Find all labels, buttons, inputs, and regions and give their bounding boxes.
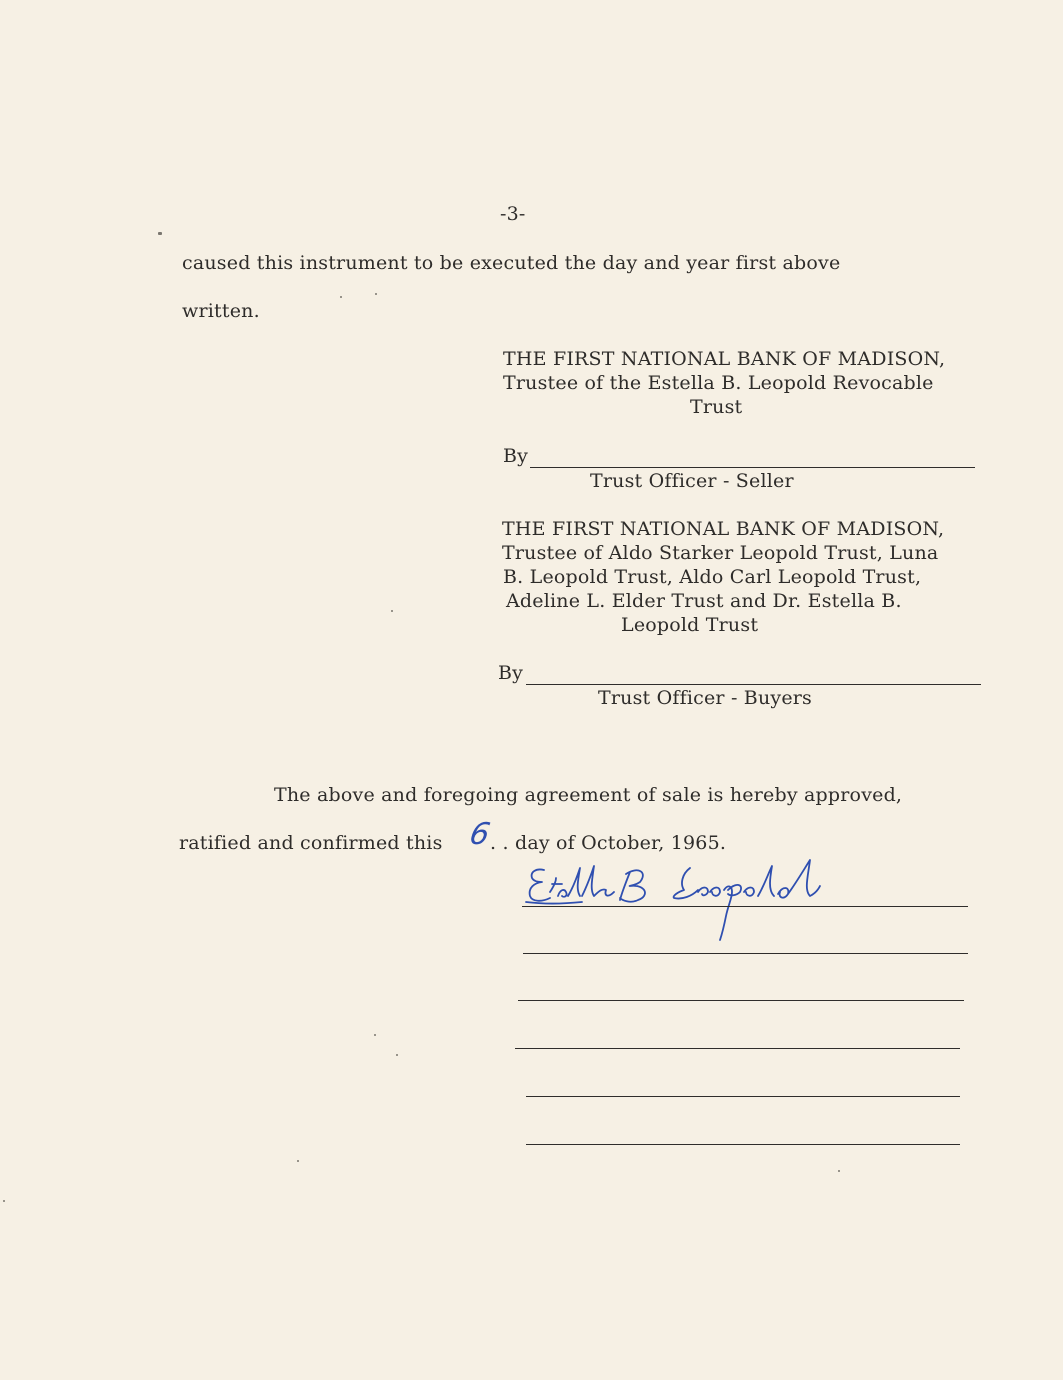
intro-line-1: caused this instrument to be executed the day and year first above (182, 252, 841, 274)
signature-line-5 (526, 1096, 960, 1097)
seller-trust-line: Trust (690, 396, 743, 418)
approval-line-1: The above and foregoing agreement of sale is hereby approved, (274, 784, 903, 806)
paper-speck (396, 1054, 398, 1056)
signature-line-2 (523, 953, 968, 954)
paper-speck (3, 1200, 5, 1202)
buyer-trustee-line-2: B. Leopold Trust, Aldo Carl Leopold Trust, (503, 566, 922, 588)
handwritten-day: 6 (466, 817, 494, 852)
approval-line-2-end: . . day of October, 1965. (490, 832, 727, 854)
seller-role: Trust Officer - Seller (590, 470, 794, 492)
buyer-by-label: By (498, 662, 524, 684)
signature-line-6 (526, 1144, 960, 1145)
paper-speck (297, 1160, 299, 1162)
buyer-trustee-line-3: Adeline L. Elder Trust and Dr. Estella B. (506, 590, 902, 612)
signature-line-1 (522, 906, 968, 907)
handwritten-signature (522, 856, 832, 946)
paper-speck (838, 1170, 840, 1172)
paper-speck (375, 293, 377, 295)
paper-speck (340, 296, 342, 298)
buyer-bank-name: THE FIRST NATIONAL BANK OF MADISON, (502, 518, 945, 540)
buyer-trustee-line-4: Leopold Trust (621, 614, 759, 636)
seller-signature-line (530, 467, 975, 468)
paper-speck (374, 1034, 376, 1036)
seller-trustee-line: Trustee of the Estella B. Leopold Revocable (503, 372, 934, 394)
seller-by-label: By (503, 445, 529, 467)
seller-bank-name: THE FIRST NATIONAL BANK OF MADISON, (503, 348, 946, 370)
approval-line-2-start: ratified and confirmed this (179, 832, 443, 854)
paper-speck (158, 232, 162, 235)
page-number: -3- (500, 203, 526, 225)
signature-line-3 (518, 1000, 964, 1001)
intro-line-2: written. (182, 300, 260, 322)
buyer-role: Trust Officer - Buyers (598, 687, 813, 709)
paper-speck (391, 610, 393, 612)
buyer-trustee-line-1: Trustee of Aldo Starker Leopold Trust, Luna (502, 542, 939, 564)
buyer-signature-line (526, 684, 981, 685)
signature-line-4 (515, 1048, 960, 1049)
